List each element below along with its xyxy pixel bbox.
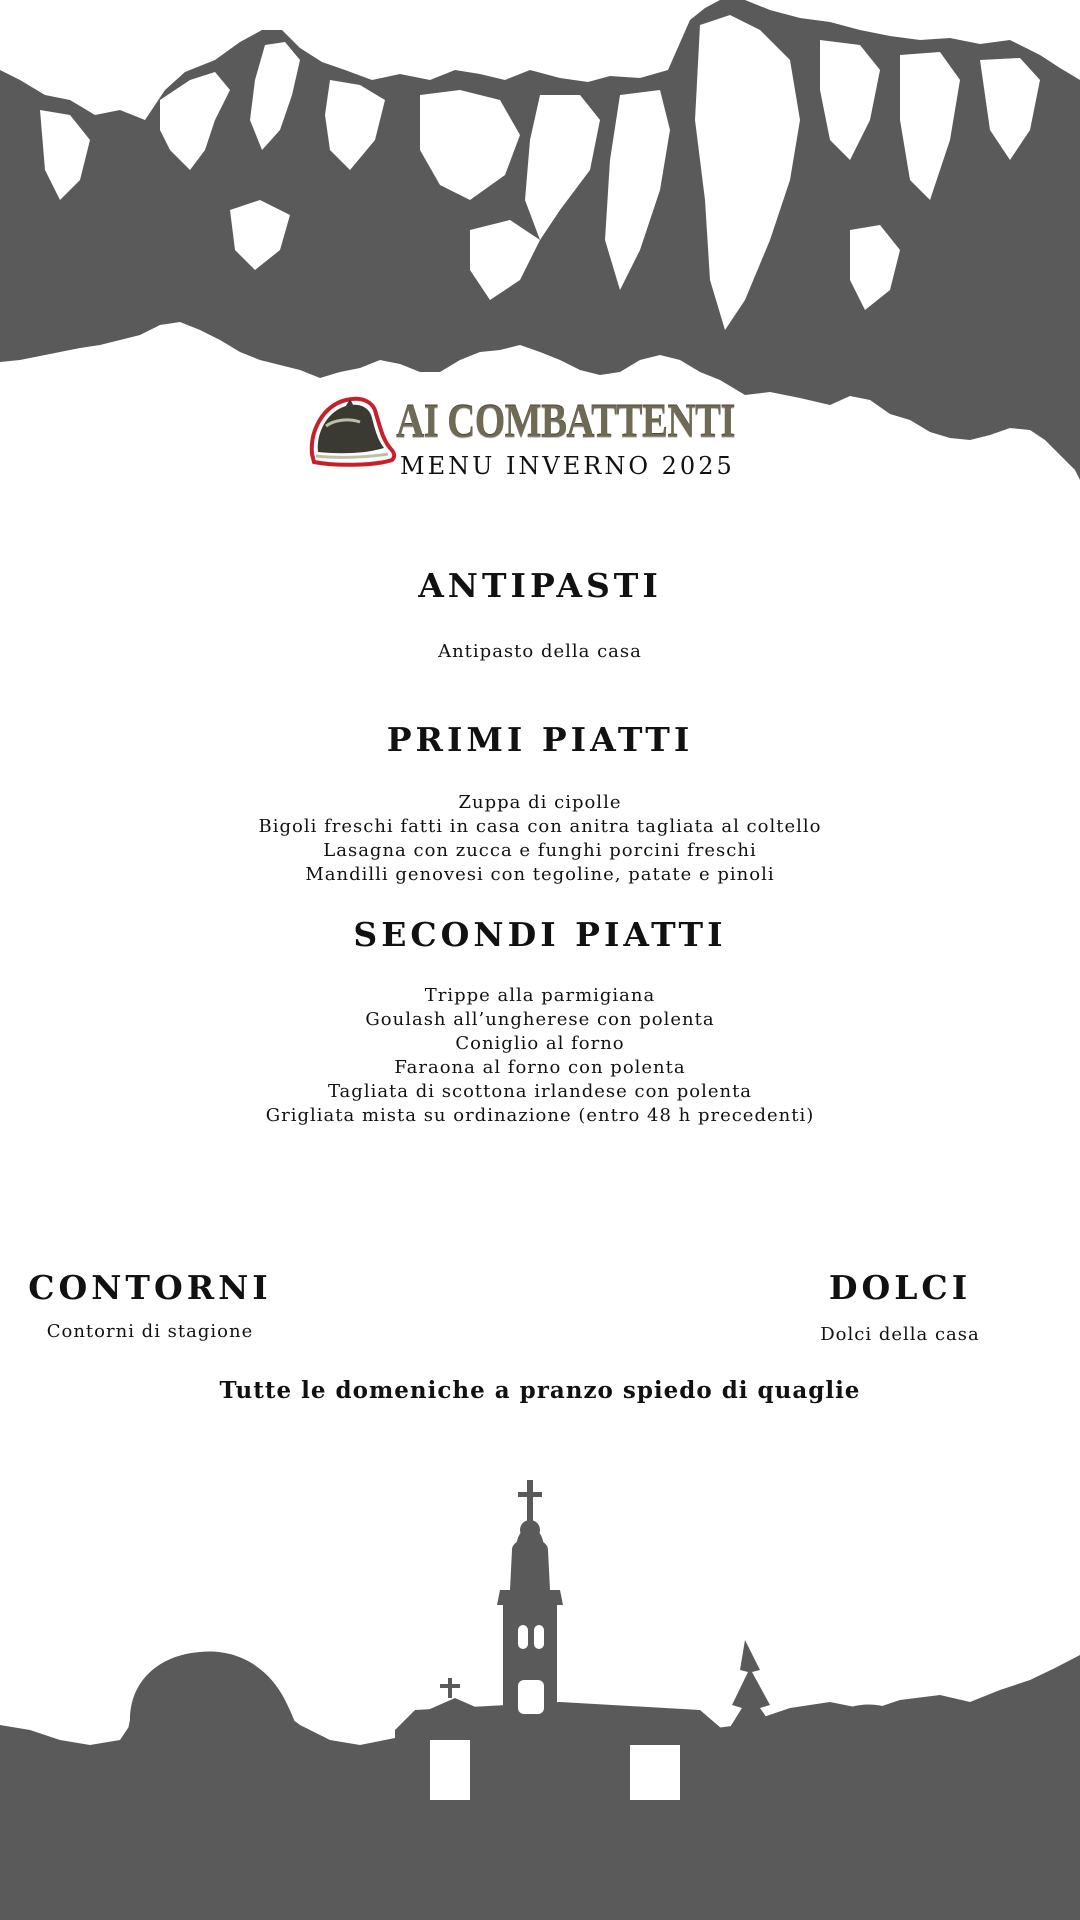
section-title-antipasti: ANTIPASTI: [418, 566, 662, 605]
menu-item: Faraona al forno con polenta: [394, 1057, 686, 1078]
menu-item: Tagliata di scottona irlandese con polenta: [327, 1081, 753, 1102]
menu-item-contorni: Contorni di stagione: [46, 1321, 254, 1342]
section-title-dolci: DOLCI: [828, 1268, 972, 1307]
section-title-secondi: SECONDI PIATTI: [353, 915, 727, 954]
secondi-list: [0, 984, 1080, 1128]
antipasti-list: [0, 640, 1080, 664]
church-village-silhouette-illustration: [0, 1440, 1080, 1920]
menu-item: Zuppa di cipolle: [458, 792, 622, 813]
sunday-special-note: Tutte le domeniche a pranzo spiedo di quaglie: [219, 1377, 861, 1404]
menu-item: Coniglio al forno: [455, 1033, 625, 1054]
alpine-helmet-icon: [304, 392, 400, 468]
menu-item: Antipasto della casa: [438, 641, 642, 662]
section-title-contorni: CONTORNI: [28, 1268, 272, 1307]
menu-item-dolci: Dolci della casa: [820, 1324, 980, 1345]
menu-item: Trippe alla parmigiana: [424, 985, 656, 1006]
restaurant-name: AI COMBATTENTI: [396, 395, 735, 448]
menu-item: Mandilli genovesi con tegoline, patate e pinoli: [305, 864, 775, 885]
menu-item: Goulash all’ungherese con polenta: [365, 1009, 715, 1030]
menu-item: Lasagna con zucca e funghi porcini freschi: [323, 840, 757, 861]
primi-list: [0, 791, 1080, 887]
menu-item: Grigliata mista su ordinazione (entro 48 h precedenti): [265, 1105, 815, 1126]
menu-subtitle: MENU INVERNO 2025: [400, 452, 735, 480]
menu-item: Bigoli freschi fatti in casa con anitra tagliata al coltello: [258, 816, 822, 837]
restaurant-logo: [304, 392, 735, 482]
section-title-primi: PRIMI PIATTI: [386, 720, 694, 759]
